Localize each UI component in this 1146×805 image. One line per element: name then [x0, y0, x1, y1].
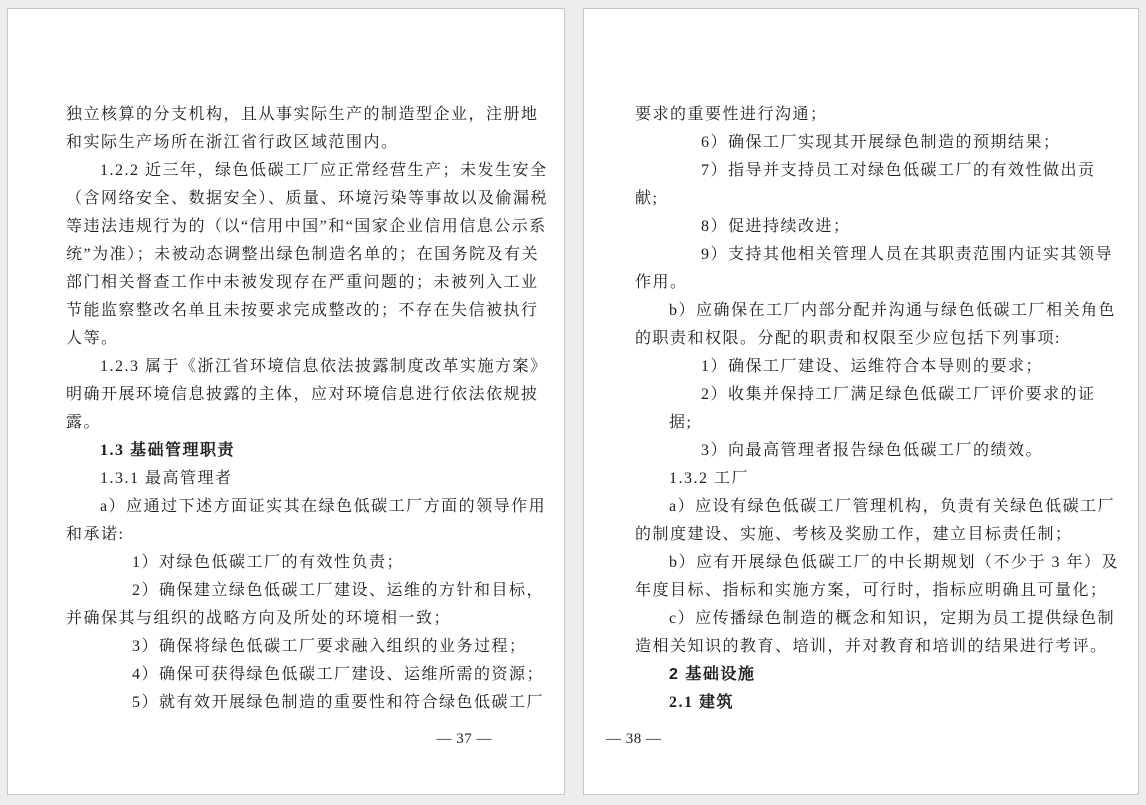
page-37-body — [8, 9, 564, 717]
text-line: 作用。 — [635, 274, 688, 291]
text-line: 1）对绿色低碳工厂的有效性负责； — [132, 554, 405, 571]
text-line: 统”为准）；未被动态调整出绿色制造名单的；在国务院及有关 — [66, 246, 540, 263]
text-line: 1.3.1 最高管理者 — [100, 470, 233, 487]
page-37 — [7, 8, 565, 795]
text-line: 并确保其与组织的战略方向及所处的环境相一致； — [66, 610, 452, 627]
text-line: 年度目标、指标和实施方案，可行时，指标应明确且可量化； — [635, 582, 1108, 599]
text-line: 7）指导并支持员工对绿色低碳工厂的有效性做出贡 — [701, 162, 1096, 179]
text-line: 5）就有效开展绿色制造的重要性和符合绿色低碳工厂 — [132, 694, 545, 711]
text-line: b）应有开展绿色低碳工厂的中长期规划（不少于 3 年）及 — [669, 554, 1120, 571]
text-line: 献; — [635, 190, 659, 207]
text-line: 1.2.2 近三年，绿色低碳工厂应正常经营生产；未发生安全 — [100, 162, 548, 179]
text-line: 露。 — [66, 414, 102, 431]
text-line: 明确开展环境信息披露的主体，应对环境信息进行依法依规披 — [66, 386, 539, 403]
text-line: 1.3 基础管理职责 — [100, 442, 236, 459]
text-line: 2）确保建立绿色低碳工厂建设、运维的方针和目标， — [132, 582, 545, 599]
page-38-body — [584, 9, 1138, 717]
text-line: 据; — [669, 414, 693, 431]
text-line: 3）确保将绿色低碳工厂要求融入组织的业务过程； — [132, 638, 527, 655]
text-line: 1.3.2 工厂 — [669, 470, 750, 487]
page-37-number: — 37 — — [436, 731, 492, 747]
text-line: 1）确保工厂建设、运维符合本导则的要求； — [701, 358, 1044, 375]
text-line: 节能监察整改名单且未按要求完成整改的；不存在失信被执行 — [66, 302, 539, 319]
text-line: 2.1 建筑 — [669, 694, 735, 711]
text-line: 2 基础设施 — [669, 666, 756, 683]
text-line: 6）确保工厂实现其开展绿色制造的预期结果； — [701, 134, 1061, 151]
text-line: 独立核算的分支机构，且从事实际生产的制造型企业，注册地 — [66, 106, 539, 123]
text-line: 9）支持其他相关管理人员在其职责范围内证实其领导 — [701, 246, 1114, 263]
text-line: a）应设有绿色低碳工厂管理机构，负责有关绿色低碳工厂 — [669, 498, 1116, 515]
text-line: c）应传播绿色制造的概念和知识，定期为员工提供绿色制 — [669, 610, 1116, 627]
text-line: 8）促进持续改进； — [701, 218, 851, 235]
text-line: 部门相关督查工作中未被发现存在严重问题的；未被列入工业 — [66, 274, 539, 291]
text-line: 2）收集并保持工厂满足绿色低碳工厂评价要求的证 — [701, 386, 1096, 403]
text-line: 的职责和权限。分配的职责和权限至少应包括下列事项: — [635, 330, 1061, 347]
text-line: a）应通过下述方面证实其在绿色低碳工厂方面的领导作用 — [100, 498, 547, 515]
text-line: 造相关知识的教育、培训，并对教育和培训的结果进行考评。 — [635, 638, 1108, 655]
text-line: 人等。 — [66, 330, 119, 347]
page-38-number: — 38 — — [606, 731, 662, 747]
text-line: b）应确保在工厂内部分配并沟通与绿色低碳工厂相关角色 — [669, 302, 1117, 319]
text-line: 4）确保可获得绿色低碳工厂建设、运维所需的资源； — [132, 666, 545, 683]
text-line: 要求的重要性进行沟通； — [635, 106, 828, 123]
text-line: 和承诺: — [66, 526, 125, 543]
text-line: 等违法违规行为的（以“信用中国”和“国家企业信用信息公示系 — [66, 218, 547, 235]
text-line: （含网络安全、数据安全）、质量、环境污染等事故以及偷漏税 — [66, 190, 549, 207]
text-line: 的制度建设、实施、考核及奖励工作，建立目标责任制； — [635, 526, 1073, 543]
text-line: 1.2.3 属于《浙江省环境信息依法披露制度改革实施方案》 — [100, 358, 548, 375]
page-38 — [583, 8, 1139, 795]
text-line: 3）向最高管理者报告绿色低碳工厂的绩效。 — [701, 442, 1044, 459]
text-line: 和实际生产场所在浙江省行政区域范围内。 — [66, 134, 399, 151]
